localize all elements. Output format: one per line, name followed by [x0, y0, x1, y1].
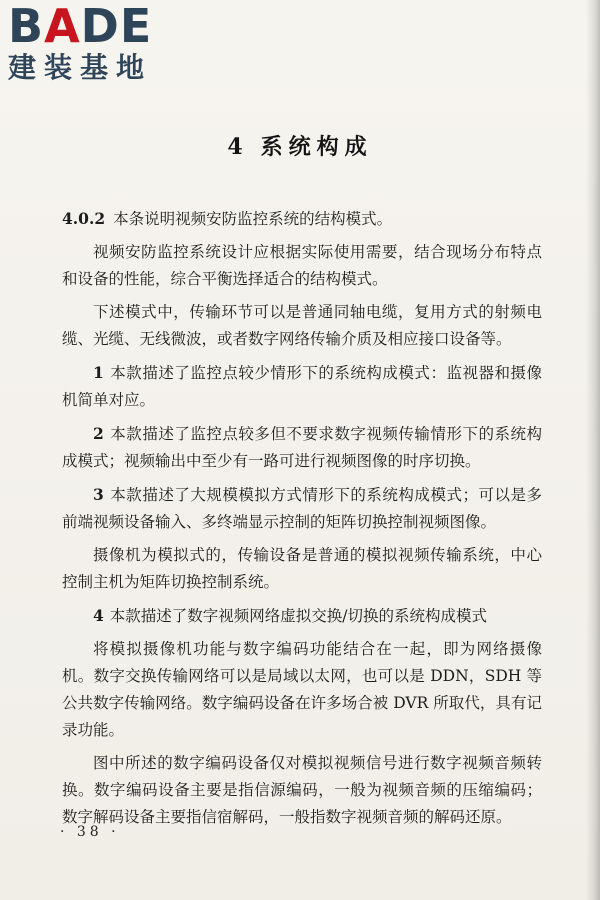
- item-3-text: 本款描述了大规模模拟方式情形下的系统构成模式；可以是多前端视频设备输入、多终端显示控制的矩阵切换控制视频图像。: [62, 486, 542, 531]
- chapter-title: [0, 130, 600, 161]
- item-4: [62, 602, 542, 630]
- bade-watermark-logo: [8, 2, 183, 84]
- paragraph-5: 图中所述的数字编码设备仅对模拟视频信号进行数字视频音频转换。数字编码设备主要是指信源编码，一般为视频音频的压缩编码；数字解码设备主要指信宿解码，一般指数字视频音频的解码还原。: [62, 754, 542, 826]
- paragraph-3: 摄像机为模拟式的，传输设备是普通的模拟视频传输系统，中心控制主机为矩阵切换控制系统。: [62, 546, 542, 591]
- chapter-title-text: 系统构成: [260, 134, 373, 160]
- item-3: [62, 481, 542, 536]
- item-4-text: 本款描述了数字视频网络虚拟交换/切换的系统构成模式: [109, 607, 488, 625]
- item-1-text: 本款描述了监控点较少情形下的系统构成模式：监视器和摄像机简单对应。: [62, 364, 542, 409]
- paragraph-4: 将模拟摄像机功能与数字编码功能结合在一起，即为网络摄像机。数字交换传输网络可以是局域以太网，也可以是 DDN，SDH 等公共数字传输网络。数字编码设备在许多场合被 DVR 所取代，具有记录功能。: [62, 640, 542, 739]
- item-3-number: 3: [93, 485, 104, 504]
- watermark-subtitle: 建装基地: [8, 51, 153, 84]
- clause-text: 本条说明视频安防监控系统的结构模式。: [113, 210, 393, 228]
- clause-number: 4.0.2: [62, 209, 106, 228]
- paragraph-2: 下述模式中，传输环节可以是普通同轴电缆，复用方式的射频电缆、光缆、无线微波，或者数字网络传输介质及相应接口设备等。: [62, 303, 542, 348]
- item-1-number: 1: [93, 363, 104, 382]
- clause-heading: [62, 205, 542, 233]
- body-text: [62, 205, 542, 837]
- chapter-number: 4: [227, 134, 249, 160]
- item-2: [62, 420, 542, 475]
- page-number: · 38 ·: [60, 824, 120, 840]
- item-4-number: 4: [93, 606, 104, 625]
- item-1: [62, 359, 542, 414]
- paragraph-1: 视频安防监控系统设计应根据实际使用需要，结合现场分布特点和设备的性能，综合平衡选择适合的结构模式。: [62, 243, 542, 288]
- item-2-text: 本款描述了监控点较多但不要求数字视频传输情形下的系统构成模式；视频输出中至少有一路可进行视频图像的时序切换。: [62, 425, 542, 470]
- item-2-number: 2: [93, 424, 104, 443]
- watermark-brand: BADE: [8, 0, 153, 53]
